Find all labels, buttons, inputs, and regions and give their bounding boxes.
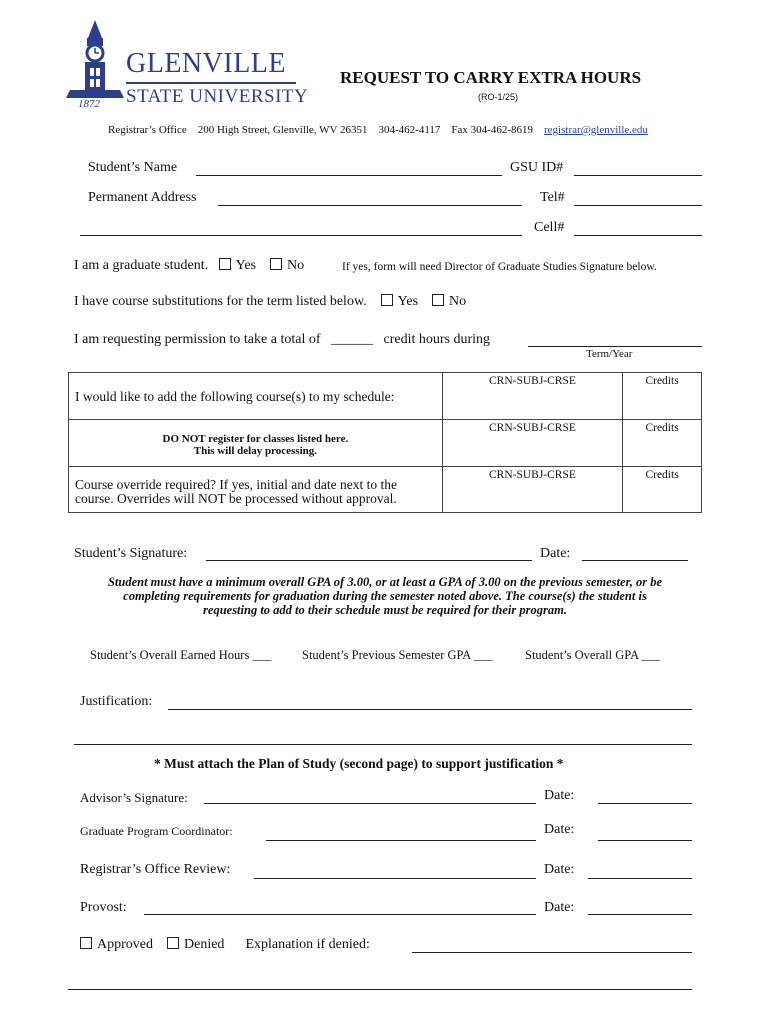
form-code: (RO-1/25) [478,92,519,102]
student-name-label: Student’s Name [88,160,178,175]
logo-state-university-text: STATE UNIVERSITY [126,86,309,107]
gpa-note-line-3: requesting to add to their schedule must be required for their program. [203,603,567,617]
attach-plan-note: * Must attach the Plan of Study (second page) to support justification * [154,756,564,771]
office-phone: 304-462-4117 [378,124,441,136]
registrar-date-field[interactable] [588,878,692,879]
previous-gpa-field[interactable]: Student’s Previous Semester GPA ___ [302,648,493,662]
crn-header-2: CRN-SUBJ-CRSE [488,422,576,434]
contact-line [108,124,648,136]
clock-tower-icon [64,18,126,110]
crn-cell-1[interactable] [442,373,622,420]
coordinator-signature-field[interactable] [266,840,536,841]
coordinator-date-field[interactable] [598,840,692,841]
substitutions-question [74,294,466,310]
student-date-field[interactable] [582,560,688,561]
request-hours-line [74,332,490,348]
permanent-address-field[interactable] [218,205,522,206]
tel-field[interactable] [574,205,702,206]
term-year-field[interactable] [528,346,702,347]
graduate-question [74,258,304,274]
advisor-date-field[interactable] [598,803,692,804]
graduate-no-label: No [287,258,305,273]
crn-cell-3[interactable] [442,467,622,513]
credits-header-1: Credits [645,375,679,387]
provost-signature-field[interactable] [144,914,536,915]
registrar-date-label: Date: [544,862,575,877]
gpa-note-line-2: completing requirements for graduation during the semester noted above. The course(s) the student is [123,589,647,603]
credits-header-3: Credits [645,469,679,481]
provost-label: Provost: [80,900,127,915]
courses-table [68,372,702,513]
warning-line-1: DO NOT register for classes listed here. [162,433,349,445]
crn-header-3: CRN-SUBJ-CRSE [488,469,576,481]
crn-header-1: CRN-SUBJ-CRSE [488,375,576,387]
substitutions-no-checkbox[interactable] [432,294,444,306]
registrar-review-field[interactable] [254,878,536,879]
registrar-office: Registrar’s Office [108,124,187,136]
substitutions-yes-checkbox[interactable] [381,294,393,306]
registrar-review-label: Registrar’s Office Review: [80,862,231,877]
denied-checkbox[interactable] [167,937,179,949]
provost-date-label: Date: [544,900,575,915]
advisor-signature-label: Advisor’s Signature: [80,790,188,805]
substitutions-no-label: No [449,294,467,309]
explanation-field-2[interactable] [68,989,692,990]
override-line-2: course. Overrides will NOT be processed without approval. [75,491,397,506]
cell-label: Cell# [534,220,565,235]
add-courses-text: I would like to add the following course(s) to my schedule: [75,389,395,404]
request-middle: credit hours during [383,332,491,347]
approved-checkbox[interactable] [80,937,92,949]
credits-cell-1[interactable] [623,373,702,420]
student-name-field[interactable] [196,175,502,176]
credits-cell-2[interactable] [623,420,702,467]
credit-hours-field[interactable]: ______ [331,332,373,347]
provost-date-field[interactable] [588,914,692,915]
warning-line-2: This will delay processing. [193,445,317,457]
term-year-caption: Term/Year [586,348,633,360]
coordinator-label: Graduate Program Coordinator: [80,824,233,838]
permanent-address-label: Permanent Address [88,190,197,205]
form-title: REQUEST TO CARRY EXTRA HOURS [340,68,642,87]
graduate-note: If yes, form will need Director of Graduate Studies Signature below. [342,261,657,273]
address-line-2-field[interactable] [80,235,522,236]
logo-glenville-text: GLENVILLE [126,48,287,79]
earned-hours-field[interactable]: Student’s Overall Earned Hours ___ [90,648,272,662]
gpa-note-line-1: Student must have a minimum overall GPA of 3.00, or at least a GPA of 3.00 on the previous semester, or be [107,575,663,589]
university-logo [64,18,309,114]
logo-divider [126,82,296,84]
graduate-question-text: I am a graduate student. [74,258,209,273]
logo-year-text: 1872 [78,98,100,110]
graduate-yes-label: Yes [235,258,256,273]
add-courses-cell [69,373,443,420]
substitutions-yes-label: Yes [397,294,419,309]
warning-cell [69,420,443,467]
office-address: 200 High Street, Glenville, WV 26351 [197,124,368,136]
gsu-id-label: GSU ID# [510,160,564,175]
override-line-1: Course override required? If yes, initial and date next to the [75,477,398,492]
graduate-no-checkbox[interactable] [270,258,282,270]
credits-cell-3[interactable] [623,467,702,513]
crn-cell-2[interactable] [442,420,622,467]
tel-label: Tel# [540,190,565,205]
decision-row [80,937,370,953]
office-email-link[interactable]: registrar@glenville.edu [544,124,648,136]
explanation-field-1[interactable] [412,952,692,953]
advisor-date-label: Date: [544,788,575,803]
coordinator-date-label: Date: [544,822,575,837]
student-signature-label: Student’s Signature: [74,546,188,561]
advisor-signature-field[interactable] [204,803,536,804]
gsu-id-field[interactable] [574,175,702,176]
office-fax: Fax 304-462-8619 [451,124,533,136]
denied-label: Denied [184,937,225,952]
approved-label: Approved [97,937,153,952]
justification-field-1[interactable] [168,709,692,710]
justification-label: Justification: [80,694,153,709]
overall-gpa-field[interactable]: Student’s Overall GPA ___ [525,648,661,662]
student-signature-field[interactable] [206,560,532,561]
override-cell [69,467,443,513]
gpa-requirement-note [70,575,700,617]
explanation-label: Explanation if denied: [245,937,370,952]
justification-field-2[interactable] [74,744,692,745]
graduate-yes-checkbox[interactable] [219,258,231,270]
credits-header-2: Credits [645,422,679,434]
student-date-label: Date: [540,546,571,561]
cell-field[interactable] [574,235,702,236]
substitutions-text: I have course substitutions for the term listed below. [74,294,367,309]
request-prefix: I am requesting permission to take a total of [74,332,321,347]
